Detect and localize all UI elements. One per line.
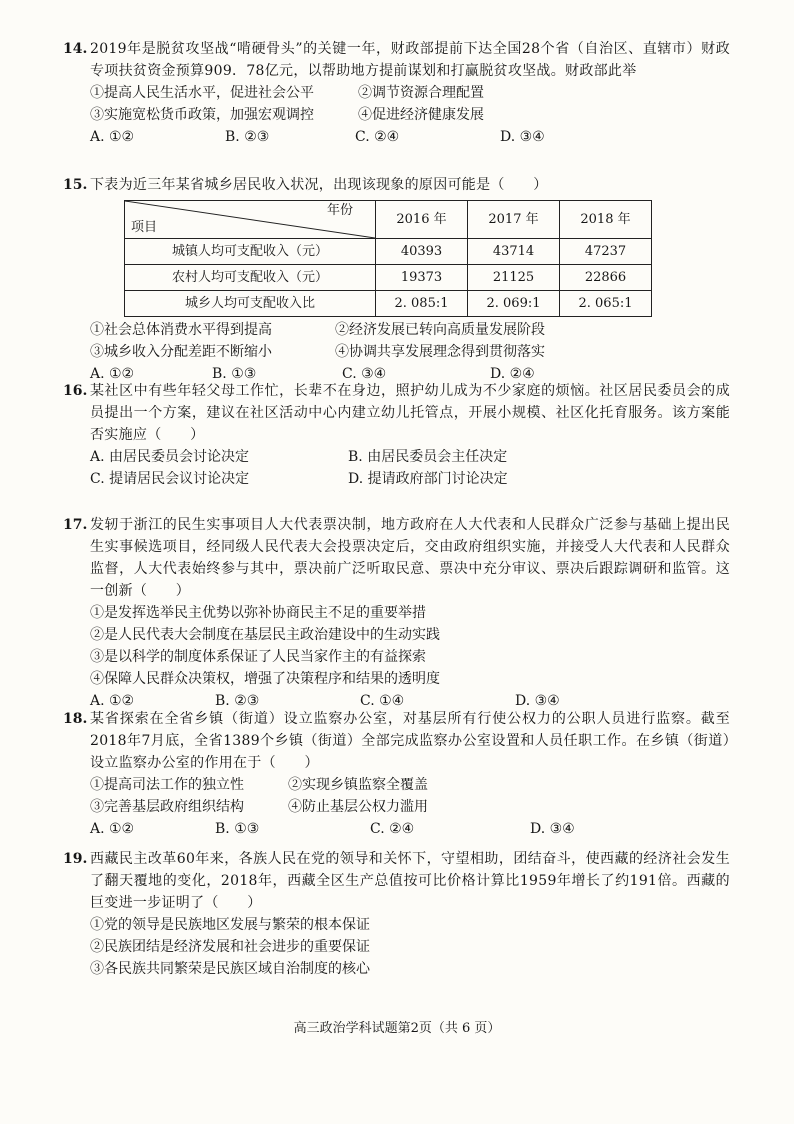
statement: ②实现乡镇监察全覆盖 [288,777,428,793]
statement: ③城乡收入分配差距不断缩小 [90,344,272,360]
question-stem: 某社区中有些年轻父母工作忙，长辈不在身边，照护幼儿成为不少家庭的烦恼。社区居民委员会的成员提出一个方案，建议在社区活动中心内建立幼儿托管点，开展小规模、社区化托育服务。该方案能否实施应（ ） [90,383,730,443]
statement: ②调节资源合理配置 [358,85,484,101]
question-17 [63,514,730,712]
question-number: 14. [63,41,88,57]
choice-c[interactable]: C. ①④ [360,693,405,709]
question-number: 19. [63,851,88,867]
statement: ④保障人民群众决策权，增强了决策程序和结果的透明度 [90,671,440,687]
table-corner-cell [125,201,376,239]
table-header-year: 2018 年 [560,201,652,239]
choice-a[interactable]: A. ①② [90,366,135,382]
question-stem: 下表为近三年某省城乡居民收入状况，出现该现象的原因可能是（ ） [90,177,548,193]
statement: ①社会总体消费水平得到提高 [90,322,272,338]
table-cell: 2. 065:1 [560,291,652,317]
page-footer: 高三政治学科试题第2页（共 6 页） [293,1021,501,1036]
statement: ④防止基层公权力滥用 [288,799,428,815]
statement: ③实施宽松货币政策，加强宏观调控 [90,107,314,123]
statement-row [90,796,730,818]
choice-row [90,446,730,468]
choice-d[interactable]: D. ③④ [500,129,545,145]
statement: ③各民族共同繁荣是民族区域自治制度的核心 [90,961,370,977]
question-stem: 2019年是脱贫攻坚战“啃硬骨头”的关键一年，财政部提前下达全国28个省（自治区、直辖市）财政专项扶贫资金预算909．78亿元，以帮助地方提前谋划和打赢脱贫攻坚战。财政部此举 [90,41,730,79]
statement: ①提高司法工作的独立性 [90,777,244,793]
choice-row [90,468,730,490]
choice-row [90,818,730,840]
row-label: 城镇人均可支配收入（元） [125,239,376,265]
statement-row [90,341,730,363]
table-header-row [125,201,652,239]
choice-c[interactable]: C. ②④ [370,821,415,837]
question-14 [63,38,730,148]
table-cell: 40393 [376,239,468,265]
table-cell: 47237 [560,239,652,265]
question-stem: 某省探索在全省乡镇（街道）设立监察办公室，对基层所有行使公权力的公职人员进行监察。截至2018年7月底，全省1389个乡镇（街道）全部完成监察办公室设置和人员任职工作。在乡镇（街道）设立监察办公室的作用在于（ ） [90,711,730,771]
table-cell: 19373 [376,265,468,291]
table-cell: 21125 [468,265,560,291]
choice-row [90,126,730,148]
question-number: 15. [63,177,88,193]
choice-c[interactable]: C. ②④ [355,129,400,145]
income-table [124,200,652,317]
statement: ②经济发展已转向高质量发展阶段 [335,322,545,338]
statement: ①是发挥选举民主优势以弥补协商民主不足的重要举措 [90,605,426,621]
question-number: 17. [63,517,88,533]
choice-d[interactable]: D. 提请政府部门讨论决定 [348,471,508,487]
table-row [125,291,652,317]
statement: ③是以科学的制度体系保证了人民当家作主的有益探索 [90,649,426,665]
statement: ④促进经济健康发展 [358,107,484,123]
choice-b[interactable]: B. ①③ [215,821,260,837]
corner-label-year: 年份 [326,203,353,218]
choice-c[interactable]: C. 提请居民会议讨论决定 [90,471,250,487]
statement: ①党的领导是民族地区发展与繁荣的根本保证 [90,917,370,933]
table-header-year: 2016 年 [376,201,468,239]
statement-row [90,319,730,341]
choice-a[interactable]: A. ①② [90,129,135,145]
choice-a[interactable]: A. ①② [90,693,135,709]
statement: ②是人民代表大会制度在基层民主政治建设中的生动实践 [90,627,440,643]
statement: ④协调共享发展理念得到贯彻落实 [335,344,545,360]
question-18 [63,708,730,840]
choice-a[interactable]: A. ①② [90,821,135,837]
table-header-year: 2017 年 [468,201,560,239]
table-cell: 2. 069:1 [468,291,560,317]
statement-row [90,104,730,126]
choice-b[interactable]: B. ①③ [212,366,257,382]
table-row [125,239,652,265]
choice-c[interactable]: C. ③④ [342,366,387,382]
question-number: 18. [63,711,88,727]
table-row [125,265,652,291]
question-19 [63,848,730,980]
choice-b[interactable]: B. 由居民委员会主任决定 [348,449,508,465]
row-label: 农村人均可支配收入（元） [125,265,376,291]
choice-b[interactable]: B. ②③ [215,693,260,709]
choice-a[interactable]: A. 由居民委员会讨论决定 [90,449,250,465]
statement-row [90,82,730,104]
question-stem: 西藏民主改革60年来，各族人民在党的领导和关怀下，守望相助，团结奋斗，使西藏的经济社会发生了翻天覆地的变化，2018年，西藏全区生产总值按可比价格计算比1959年增长了约191倍。西藏的巨变进一步证明了（ ） [90,851,730,911]
choice-d[interactable]: D. ③④ [515,693,560,709]
statement-row [90,774,730,796]
statement: ②民族团结是经济发展和社会进步的重要保证 [90,939,370,955]
statement: ③完善基层政府组织结构 [90,799,244,815]
statement: ①提高人民生活水平，促进社会公平 [90,85,314,101]
choice-d[interactable]: D. ②④ [490,366,535,382]
row-label: 城乡人均可支配收入比 [125,291,376,317]
choice-b[interactable]: B. ②③ [225,129,270,145]
table-cell: 43714 [468,239,560,265]
question-15 [63,174,730,385]
question-stem: 发轫于浙江的民生实事项目人大代表票决制，地方政府在人大代表和人民群众广泛参与基础上提出民生实事候选项目，经同级人民代表大会投票决定后，交由政府组织实施，并接受人大代表和人民群众监督，人大代表始终参与其中，票决前广泛听取民意、票决中充分审议、票决后跟踪调研和监管。这一创新（ ） [90,517,730,599]
table-cell: 2. 085:1 [376,291,468,317]
choice-d[interactable]: D. ③④ [530,821,575,837]
question-16 [63,380,730,490]
corner-label-item: 项目 [131,220,158,235]
table-cell: 22866 [560,265,652,291]
question-number: 16. [63,383,88,399]
